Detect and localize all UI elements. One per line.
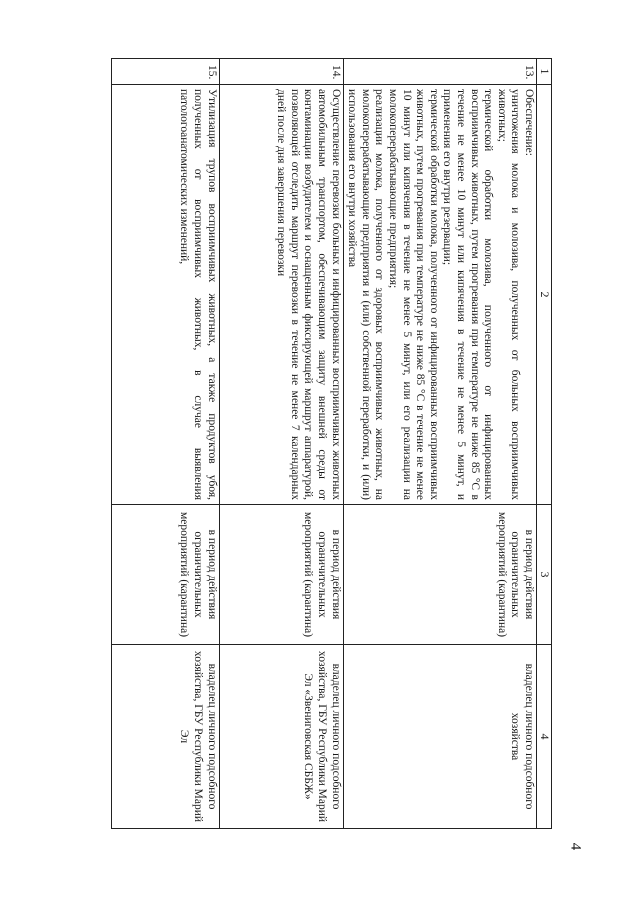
row-number: 13.	[343, 59, 536, 85]
row-number: 14.	[219, 59, 343, 85]
responsible-cell: владелец личного подсобного хозяйства, ГБУ Республики Марий Эл «Звениговская СББЖ»	[219, 645, 343, 829]
period-cell: в период действия ограничительных мероприятий (карантина)	[111, 505, 219, 645]
measure-line: термической обработки молока, полученного от инфицированных восприимчивых животных, путем прогревания при температуре не ниже 85 °С в течение не менее 10 минут или кипячения в течение не менее 5 минут, или его реализации на молокоперерабатывающие предприятия;	[387, 89, 440, 500]
measures-table	[111, 58, 552, 829]
col-header-1: 1	[537, 59, 552, 85]
measure-line: Осуществление перевозки больных и инфицированных восприимчивых животных автомобильным транспортом, обеспечивающим защиту внешней среды от контаминации возбудителем и оснащенным фиксирующей маршрут аппаратурой, позволяющей отследить маршрут перевозки в течение не менее 7 календарных дней после дня завершения перевозки	[275, 89, 342, 500]
responsible-cell: владелец личного подсобного хозяйства, ГБУ Республики Марий Эл	[111, 645, 219, 829]
responsible-cell: владелец личного подсобного хозяйства	[343, 645, 536, 829]
measure-line: реализации молока, полученного от здоровых восприимчивых животных, на молокоперерабатывающие предприятия и (или) собственной переработки, и (или) использования его внутри хозяйства	[346, 89, 386, 500]
measure-line: Утилизация трупов восприимчивых животных, а также продуктов убоя, полученных от восприимчивых животных, в случае выявления патологоанатомических изменений,	[178, 89, 218, 500]
measure-line: Обеспечение:	[523, 89, 535, 156]
period-cell: в период действия ограничительных мероприятий (карантина)	[343, 505, 536, 645]
measure-text	[111, 85, 219, 505]
measure-text	[219, 85, 343, 505]
table-row	[343, 59, 536, 829]
page-number: 4	[567, 842, 584, 851]
measure-text	[343, 85, 536, 505]
table-row	[111, 59, 219, 829]
period-cell: в период действия ограничительных мероприятий (карантина)	[219, 505, 343, 645]
measures-table-sheet	[76, 58, 552, 828]
col-header-2: 2	[537, 85, 552, 505]
table-row	[219, 59, 343, 829]
measure-line: уничтожения молока и молозива, полученных от больных восприимчивых животных;	[495, 89, 522, 500]
row-number: 15.	[111, 59, 219, 85]
measure-line: термической обработки молозива, полученного от инфицированных восприимчивых животных, путем прогревания при температуре не ниже 85 °С в течение не менее 10 минут или кипячения в течение не менее 5 минут, и применения его внутри резервации;	[441, 89, 495, 500]
col-header-4: 4	[537, 645, 552, 829]
col-header-3: 3	[537, 505, 552, 645]
table-header-row	[537, 59, 552, 829]
